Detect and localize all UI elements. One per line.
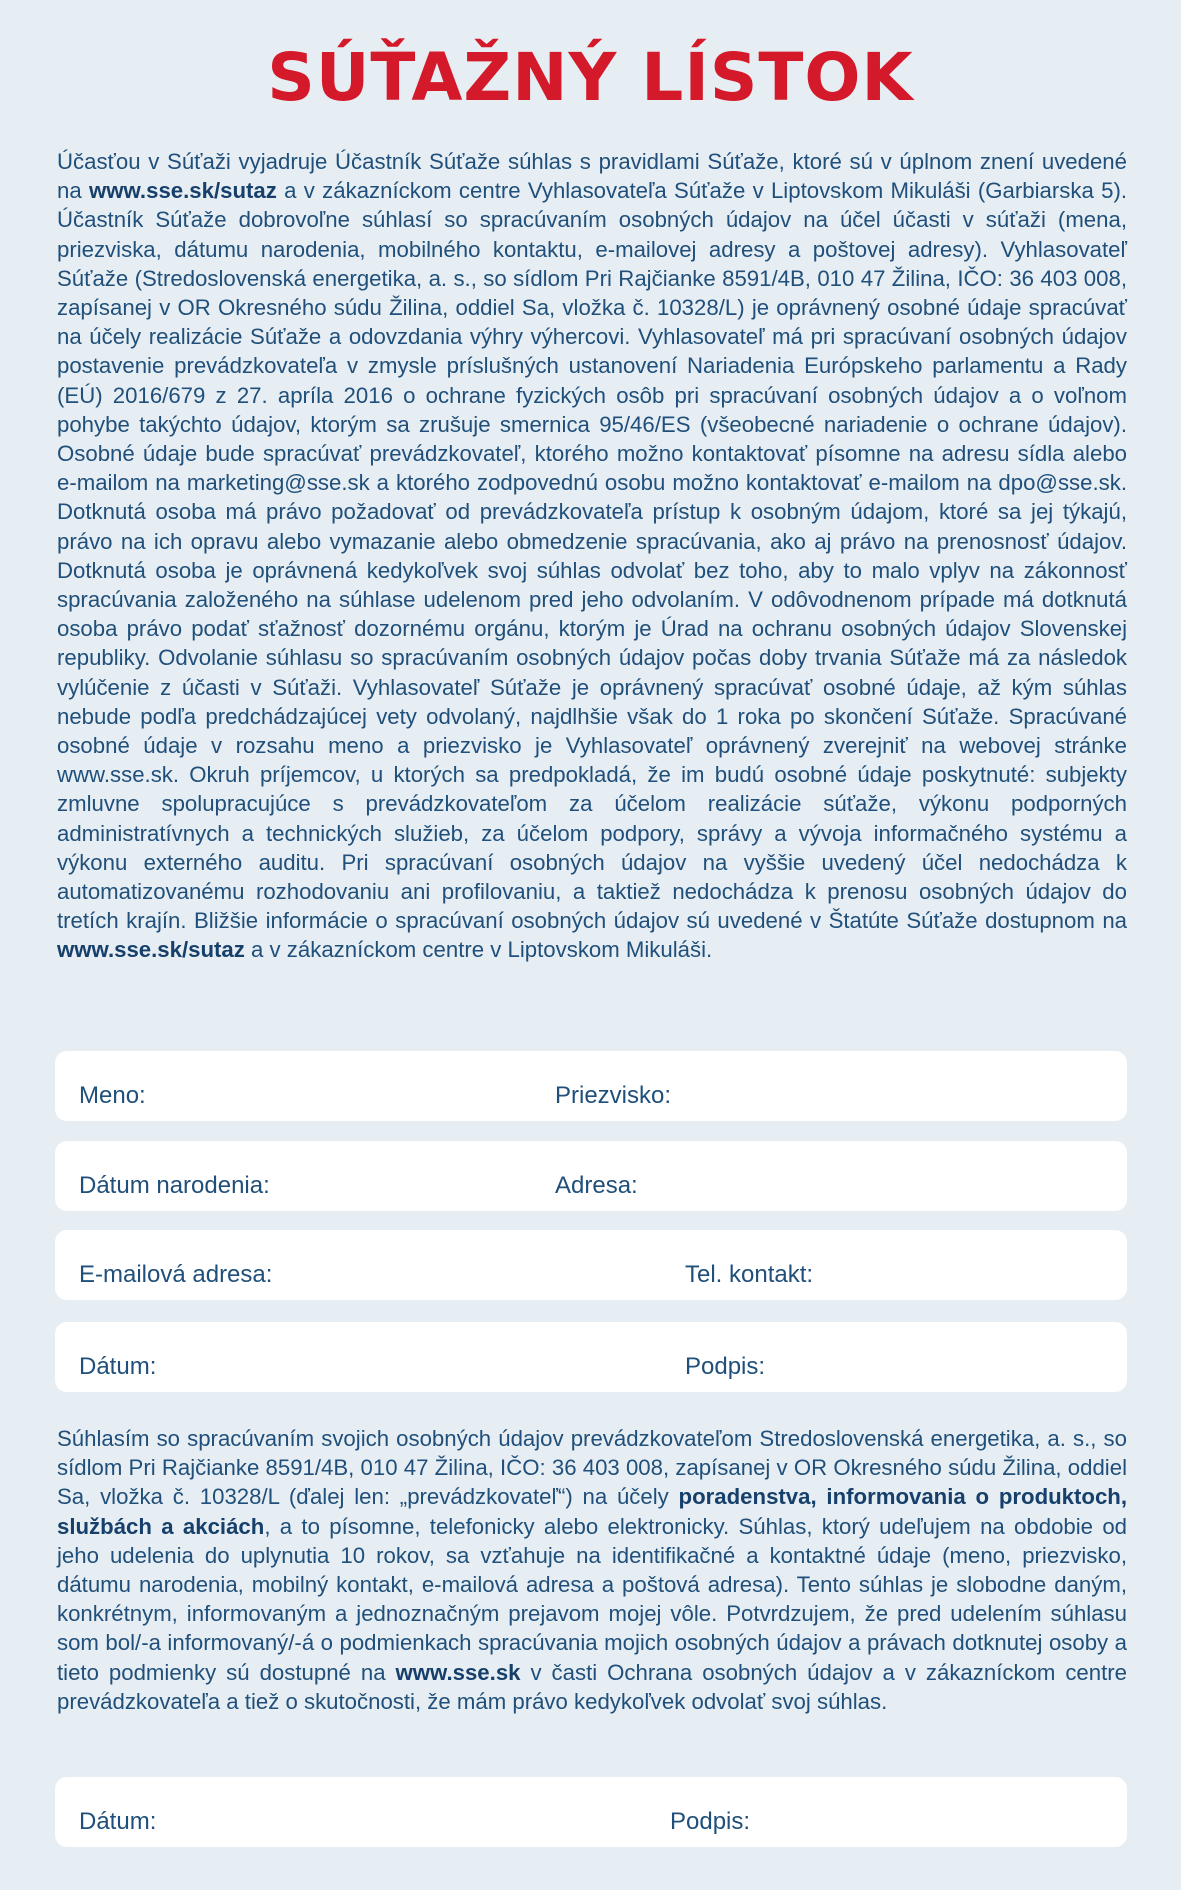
consent-signature-label: Podpis: [670, 1808, 751, 1835]
sse-link[interactable]: www.sse.sk [395, 1659, 521, 1685]
consent-date-label: Dátum: [79, 1808, 157, 1835]
consent-purpose: poradenstva, informovania o produktoch, službách a akciách [57, 1484, 1128, 1539]
field-row-date-signature[interactable] [55, 1322, 1127, 1392]
field-row-consent-signature[interactable] [55, 1777, 1127, 1847]
phone-label: Tel. kontakt: [685, 1261, 814, 1288]
intro-text-3: a v zákazníckom centre v Liptovskom Mikuláši. [244, 937, 713, 963]
field-row-birth-address[interactable] [55, 1141, 1127, 1211]
page-title: SÚŤAŽNÝ LÍSTOK [267, 39, 914, 116]
consent-text-3: v časti Ochrana osobných údajov a v zákazníckom centre prevádzkovateľa a tiež o skutočnosti, že mám právo kedykoľvek odvolať svoj súhlas. [57, 1659, 1127, 1714]
rules-link[interactable]: www.sse.sk/sutaz [88, 178, 277, 204]
birth-date-label: Dátum narodenia: [79, 1172, 270, 1199]
consent-text-1: Súhlasím so spracúvaním svojich osobných údajov prevádzkovateľom Stredoslovenská energetika, a. s., so sídlom Pri Rajčianke 8591/4B, 010 47 Žilina, IČO: 36 403 008, zapísanej v OR Okresného súdu Žilina, oddiel Sa, vložka č. 10328/L (ďalej len: „prevádzkovateľ“) na účely [57, 1426, 1127, 1510]
first-name-label: Meno: [79, 1082, 146, 1109]
field-row-name[interactable] [55, 1051, 1127, 1121]
signature-label: Podpis: [685, 1353, 766, 1380]
consent-paragraph [57, 1424, 1127, 1716]
field-row-contact[interactable] [55, 1230, 1127, 1300]
statute-link[interactable]: www.sse.sk/sutaz [57, 937, 245, 963]
date-label: Dátum: [79, 1353, 157, 1380]
intro-text-2: a v zákazníckom centre Vyhlasovateľa Súťaže v Liptovskom Mikuláši (Garbiarska 5). Účastník Súťaže dobrovoľne súhlasí so spracúvaním osobných údajov na účel účasti v súťaži (mena, priezviska, dátumu narodenia, mobilného kontaktu, e-mailovej adresy a poštovej adresy). Vyhlasovateľ Súťaže (Stredoslovenská energetika, a. s., so sídlom Pri Rajčianke 8591/4B, 010 47 Žilina, IČO: 36 403 008, zapísanej v OR Okresného súdu Žilina, oddiel Sa, vložka č. 10328/L) je oprávnený osobné údaje spracúvať na účely realizácie Súťaže a odovzdania výhry výhercovi. Vyhlasovateľ má pri spracúvaní osobných údajov postavenie prevádzkovateľa v zmysle príslušných ustanovení Nariadenia Európskeho parlamentu a Rady (EÚ) 2016/679 z 27. apríla 2016 o ochrane fyzických osôb pri spracúvaní osobných údajov a o voľnom pohybe takýchto údajov, ktorým sa zrušuje smernica 95/46/ES (všeobecné nariadenie o ochrane údajov). Osobné údaje bude spracúvať prevádzkovateľ, ktorého možno kontaktovať písomne na adresu sídla alebo e-mailom na marketing@sse.sk a ktorého zodpovednú osobu možno kontaktovať e-mailom na dpo@sse.sk. Dotknutá osoba má právo požadovať od prevádzkovateľa prístup k osobným údajom, ktoré sa jej týkajú, právo na ich opravu alebo vymazanie alebo obmedzenie spracúvania, ako aj právo na prenosnosť údajov. Dotknutá osoba je oprávnená kedykoľvek svoj súhlas odvolať bez toho, aby to malo vplyv na zákonnosť spracúvania založeného na súhlase udelenom pred jeho odvolaním. V odôvodnenom prípade má dotknutá osoba právo podať sťažnosť dozornému orgánu, ktorým je Úrad na ochranu osobných údajov Slovenskej republiky. Odvolanie súhlasu so spracúvaním osobných údajov počas doby trvania Súťaže má za následok vylúčenie z účasti v Súťaži. Vyhlasovateľ Súťaže je oprávnený spracúvať osobné údaje, až kým súhlas nebude podľa predchádzajúcej vety odvolaný, najdlhšie však do 1 roka po skončení Súťaže. Spracúvané osobné údaje v rozsahu meno a priezvisko je Vyhlasovateľ oprávnený zverejniť na webovej stránke www.sse.sk. Okruh príjemcov, u ktorých sa predpokladá, že im budú osobné údaje poskytnuté: subjekty zmluvne spolupracujúce s prevádzkovateľom za účelom realizácie súťaže, výkonu podporných administratívnych a technických služieb, za účelom podpory, správy a vývoja informačného systému a výkonu externého auditu. Pri spracúvaní osobných údajov na vyššie uvedený účel nedochádza k automatizovanému rozhodovaniu ani profilovaniu, a taktiež nedochádza k prenosu osobných údajov do tretích krajín. Bližšie informácie o spracúvaní osobných údajov sú uvedené v Štatúte Súťaže dostupnom na [57, 178, 1127, 934]
intro-paragraph [57, 147, 1127, 965]
consent-text-2: , a to písomne, telefonicky alebo elektronicky. Súhlas, ktorý udeľujem na obdobie od jeho udelenia do uplynutia 10 rokov, sa vzťahuje na identifikačné a kontaktné údaje (meno, priezvisko, dátumu narodenia, mobilný kontakt, e-mailová adresa a poštová adresa). Tento súhlas je slobodne daným, konkrétnym, informovaným a jednoznačným prejavom mojej vôle. Potvrdzujem, že pred udelením súhlasu som bol/-a informovaný/-á o podmienkach spracúvania mojich osobných údajov a právach dotknutej osoby a tieto podmienky sú dostupné na [57, 1513, 1127, 1685]
intro-text-1: Účasťou v Súťaži vyjadruje Účastník Súťaže súhlas s pravidlami Súťaže, ktoré sú v úplnom znení uvedené na [57, 149, 1127, 204]
last-name-label: Priezvisko: [555, 1082, 672, 1109]
address-label: Adresa: [555, 1172, 638, 1199]
email-label: E-mailová adresa: [79, 1261, 273, 1288]
